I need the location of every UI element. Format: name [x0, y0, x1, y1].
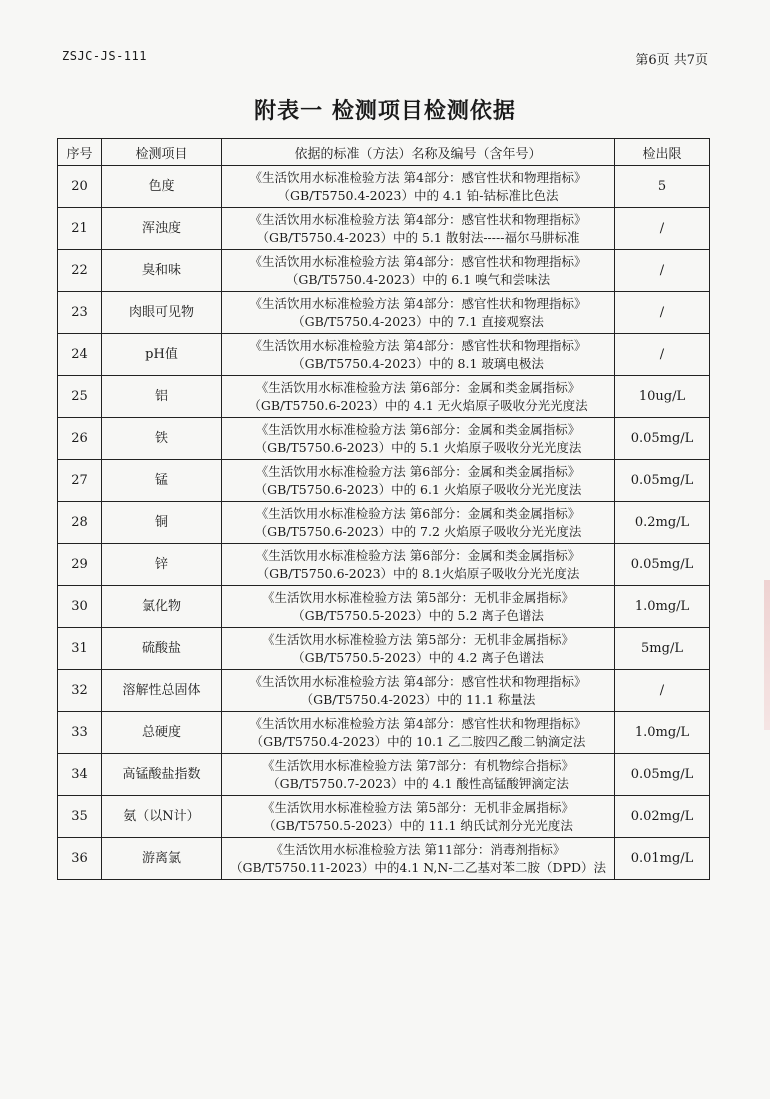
- test-item: 氯化物: [102, 586, 222, 628]
- standard-name: 《生活饮用水标准检验方法 第4部分：感官性状和物理指标》: [249, 169, 587, 185]
- row-number: 28: [58, 502, 102, 544]
- detection-limit: 0.05mg/L: [615, 754, 710, 796]
- standard-code-method: （GB/T5750.6-2023）中的 7.2 火焰原子吸收分光光度法: [254, 523, 582, 539]
- standard-code-method: （GB/T5750.7-2023）中的 4.1 酸性高锰酸钾滴定法: [267, 775, 569, 791]
- standard-code-method: （GB/T5750.5-2023）中的 11.1 纳氏试剂分光光度法: [263, 817, 573, 833]
- standard-name: 《生活饮用水标准检验方法 第7部分：有机物综合指标》: [262, 757, 574, 773]
- standard-method: [222, 418, 615, 460]
- standard-name: 《生活饮用水标准检验方法 第6部分：金属和类金属指标》: [255, 505, 581, 521]
- standard-name: 《生活饮用水标准检验方法 第6部分：金属和类金属指标》: [255, 463, 581, 479]
- test-item: 高锰酸盐指数: [102, 754, 222, 796]
- standard-name: 《生活饮用水标准检验方法 第5部分：无机非金属指标》: [262, 631, 574, 647]
- table-row: [58, 670, 710, 712]
- standard-method: [222, 376, 615, 418]
- standard-method: [222, 502, 615, 544]
- standard-name: 《生活饮用水标准检验方法 第6部分：金属和类金属指标》: [255, 547, 581, 563]
- standard-name: 《生活饮用水标准检验方法 第5部分：无机非金属指标》: [262, 799, 574, 815]
- standard-code-method: （GB/T5750.6-2023）中的 5.1 火焰原子吸收分光光度法: [254, 439, 582, 455]
- standard-method: [222, 586, 615, 628]
- standard-method: [222, 166, 615, 208]
- standard-code-method: （GB/T5750.5-2023）中的 5.2 离子色谱法: [292, 607, 544, 623]
- table-row: [58, 460, 710, 502]
- test-item: 色度: [102, 166, 222, 208]
- col-header-standard: 依据的标准（方法）名称及编号（含年号）: [222, 139, 615, 166]
- row-number: 32: [58, 670, 102, 712]
- detection-limit: 1.0mg/L: [615, 586, 710, 628]
- standard-method: [222, 754, 615, 796]
- detection-limit: /: [615, 334, 710, 376]
- standard-code-method: （GB/T5750.4-2023）中的 11.1 称量法: [300, 691, 536, 707]
- detection-limit: 0.05mg/L: [615, 460, 710, 502]
- detection-limit: 0.2mg/L: [615, 502, 710, 544]
- row-number: 34: [58, 754, 102, 796]
- standard-name: 《生活饮用水标准检验方法 第4部分：感官性状和物理指标》: [249, 715, 587, 731]
- standard-code-method: （GB/T5750.4-2023）中的 6.1 嗅气和尝味法: [285, 271, 551, 287]
- detection-limit: /: [615, 250, 710, 292]
- table-row: [58, 544, 710, 586]
- standard-method: [222, 838, 615, 880]
- standard-name: 《生活饮用水标准检验方法 第4部分：感官性状和物理指标》: [249, 253, 587, 269]
- standard-code-method: （GB/T5750.4-2023）中的 10.1 乙二胺四乙酸二钠滴定法: [250, 733, 586, 749]
- table-row: [58, 166, 710, 208]
- standard-name: 《生活饮用水标准检验方法 第5部分：无机非金属指标》: [262, 589, 574, 605]
- row-number: 26: [58, 418, 102, 460]
- inspection-basis-table: [57, 138, 710, 880]
- test-item: 锰: [102, 460, 222, 502]
- col-header-no: 序号: [58, 139, 102, 166]
- standard-method: [222, 208, 615, 250]
- row-number: 35: [58, 796, 102, 838]
- standard-method: [222, 334, 615, 376]
- detection-limit: 0.05mg/L: [615, 544, 710, 586]
- standard-method: [222, 628, 615, 670]
- standard-method: [222, 796, 615, 838]
- page-number: 第6页 共7页: [635, 53, 708, 68]
- standard-name: 《生活饮用水标准检验方法 第4部分：感官性状和物理指标》: [249, 295, 587, 311]
- table-row: [58, 838, 710, 880]
- standard-code-method: （GB/T5750.5-2023）中的 4.2 离子色谱法: [292, 649, 544, 665]
- standard-code-method: （GB/T5750.4-2023）中的 4.1 铂-钴标准比色法: [277, 187, 559, 203]
- standard-code-method: （GB/T5750.6-2023）中的 8.1火焰原子吸收分光光度法: [256, 565, 580, 581]
- standard-name: 《生活饮用水标准检验方法 第4部分：感官性状和物理指标》: [249, 337, 587, 353]
- table-row: [58, 376, 710, 418]
- test-item: 臭和味: [102, 250, 222, 292]
- standard-code-method: （GB/T5750.4-2023）中的 8.1 玻璃电极法: [292, 355, 544, 371]
- table-row: [58, 712, 710, 754]
- standard-code-method: （GB/T5750.6-2023）中的 4.1 无火焰原子吸收分光光度法: [248, 397, 588, 413]
- test-item: 铝: [102, 376, 222, 418]
- table-row: [58, 208, 710, 250]
- standard-name: 《生活饮用水标准检验方法 第4部分：感官性状和物理指标》: [249, 211, 587, 227]
- detection-limit: 5: [615, 166, 710, 208]
- table-row: [58, 796, 710, 838]
- row-number: 30: [58, 586, 102, 628]
- col-header-item: 检测项目: [102, 139, 222, 166]
- standard-code-method: （GB/T5750.4-2023）中的 5.1 散射法-----福尔马肼标准: [256, 229, 580, 245]
- test-item: 浑浊度: [102, 208, 222, 250]
- standard-code-method: （GB/T5750.6-2023）中的 6.1 火焰原子吸收分光光度法: [254, 481, 582, 497]
- standard-method: [222, 670, 615, 712]
- table-row: [58, 334, 710, 376]
- page-title: 附表一 检测项目检测依据: [254, 99, 516, 124]
- standard-method: [222, 250, 615, 292]
- row-number: 24: [58, 334, 102, 376]
- standard-name: 《生活饮用水标准检验方法 第6部分：金属和类金属指标》: [255, 421, 581, 437]
- row-number: 21: [58, 208, 102, 250]
- detection-limit: 10ug/L: [615, 376, 710, 418]
- table-row: [58, 502, 710, 544]
- row-number: 29: [58, 544, 102, 586]
- detection-limit: 0.02mg/L: [615, 796, 710, 838]
- row-number: 36: [58, 838, 102, 880]
- detection-limit: /: [615, 670, 710, 712]
- test-item: 肉眼可见物: [102, 292, 222, 334]
- test-item: 铜: [102, 502, 222, 544]
- table-row: [58, 292, 710, 334]
- document-code: ZSJC-JS-111: [62, 49, 147, 63]
- table-header-row: [58, 139, 710, 166]
- table-row: [58, 250, 710, 292]
- table-row: [58, 628, 710, 670]
- detection-limit: 1.0mg/L: [615, 712, 710, 754]
- standard-name: 《生活饮用水标准检验方法 第11部分：消毒剂指标》: [270, 841, 566, 857]
- test-item: 硫酸盐: [102, 628, 222, 670]
- table-row: [58, 754, 710, 796]
- col-header-limit: 检出限: [615, 139, 710, 166]
- detection-limit: 0.05mg/L: [615, 418, 710, 460]
- standard-name: 《生活饮用水标准检验方法 第4部分：感官性状和物理指标》: [249, 673, 587, 689]
- test-item: 锌: [102, 544, 222, 586]
- standard-code-method: （GB/T5750.4-2023）中的 7.1 直接观察法: [292, 313, 544, 329]
- detection-limit: 0.01mg/L: [615, 838, 710, 880]
- detection-limit: 5mg/L: [615, 628, 710, 670]
- row-number: 31: [58, 628, 102, 670]
- test-item: pH值: [102, 334, 222, 376]
- row-number: 23: [58, 292, 102, 334]
- standard-method: [222, 712, 615, 754]
- row-number: 27: [58, 460, 102, 502]
- row-number: 20: [58, 166, 102, 208]
- seal-stamp-edge: [764, 580, 770, 730]
- table-row: [58, 586, 710, 628]
- standard-method: [222, 292, 615, 334]
- test-item: 铁: [102, 418, 222, 460]
- detection-limit: /: [615, 292, 710, 334]
- test-item: 氨（以N计）: [102, 796, 222, 838]
- row-number: 22: [58, 250, 102, 292]
- test-item: 总硬度: [102, 712, 222, 754]
- row-number: 33: [58, 712, 102, 754]
- standard-method: [222, 460, 615, 502]
- detection-limit: /: [615, 208, 710, 250]
- standard-method: [222, 544, 615, 586]
- table-row: [58, 418, 710, 460]
- standard-code-method: （GB/T5750.11-2023）中的4.1 N,N-二乙基对苯二胺（DPD）法: [229, 859, 607, 875]
- row-number: 25: [58, 376, 102, 418]
- test-item: 游离氯: [102, 838, 222, 880]
- test-item: 溶解性总固体: [102, 670, 222, 712]
- standard-name: 《生活饮用水标准检验方法 第6部分：金属和类金属指标》: [255, 379, 581, 395]
